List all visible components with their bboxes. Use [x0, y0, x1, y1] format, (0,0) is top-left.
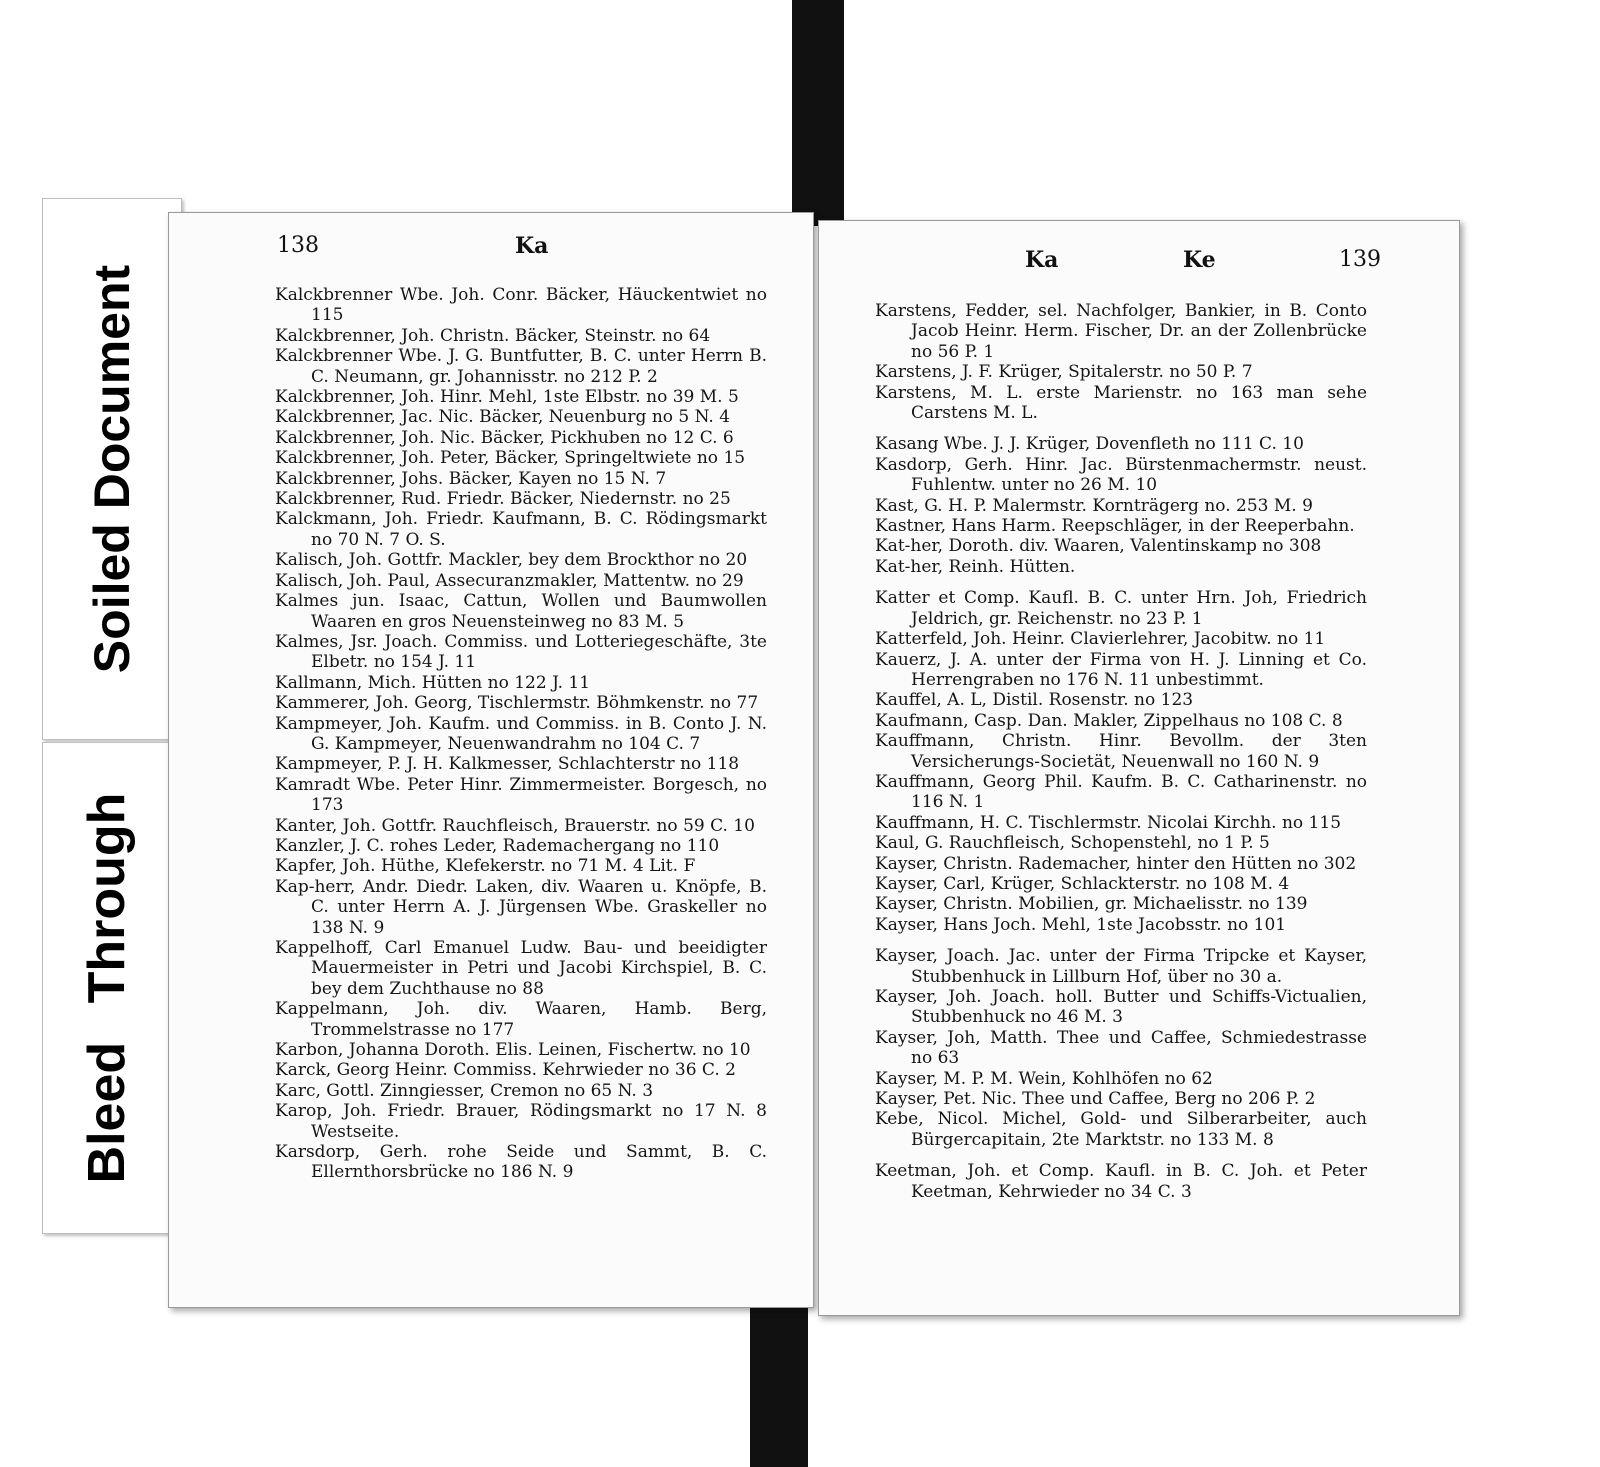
directory-entry: Kasdorp, Gerh. Hinr. Jac. Bürstenmachermstr. neust. Fuhlentw. unter no 26 M. 10 — [875, 454, 1367, 496]
directory-entry: Kat-her, Doroth. div. Waaren, Valentinskamp no 308 — [875, 536, 1322, 557]
book-spine-top — [792, 0, 844, 226]
directory-entry: Kast, G. H. P. Malermstr. Kornträgerg no. 253 M. 9 — [875, 495, 1313, 516]
right-page-header-right: Ke — [1183, 247, 1216, 273]
directory-entry: Kayser, Joh. Joach. holl. Butter und Schiffs-Victualien, Stubbenhuck no 46 M. 3 — [875, 987, 1367, 1028]
directory-entry: Kalckbrenner, Joh. Christn. Bäcker, Steinstr. no 64 — [275, 325, 711, 346]
directory-entry: Kammerer, Joh. Georg, Tischlermstr. Böhmkenstr. no 77 — [275, 693, 759, 714]
directory-entry: Kauffmann, Georg Phil. Kaufm. B. C. Catharinenstr. no 116 N. 1 — [875, 771, 1367, 813]
directory-entry: Kalckbrenner, Rud. Friedr. Bäcker, Niedernstr. no 25 — [275, 489, 731, 510]
directory-entry: Kappelmann, Joh. div. Waaren, Hamb. Berg, Trommelstrasse no 177 — [275, 999, 767, 1040]
directory-entry: Kalckmann, Joh. Friedr. Kaufmann, B. C. Rödingsmarkt no 70 N. 7 O. S. — [275, 509, 767, 550]
directory-entry: Kalckbrenner, Joh. Peter, Bäcker, Springeltwiete no 15 — [275, 448, 746, 469]
directory-entry: Karstens, J. F. Krüger, Spitalerstr. no 50 P. 7 — [875, 362, 1253, 383]
directory-entry: Kalckbrenner, Joh. Nic. Bäcker, Pickhuben no 12 C. 6 — [275, 427, 734, 448]
directory-entry: Karop, Joh. Friedr. Brauer, Rödingsmarkt no 17 N. 8 Westseite. — [275, 1101, 767, 1142]
directory-entry: Kasang Wbe. J. J. Krüger, Dovenfleth no 111 C. 10 — [875, 434, 1304, 455]
directory-entry: Karc, Gottl. Zinngiesser, Cremon no 65 N. 3 — [275, 1080, 654, 1101]
directory-entry: Kayser, Hans Joch. Mehl, 1ste Jacobsstr. no 101 — [875, 914, 1287, 935]
directory-entry: Kap-herr, Andr. Diedr. Laken, div. Waaren u. Knöpfe, B. C. unter Herrn A. J. Jürgensen Wbe. Graskeller no 138 N. 9 — [275, 876, 767, 938]
directory-entry: Katterfeld, Joh. Heinr. Clavierlehrer, Jacobitw. no 11 — [875, 629, 1326, 650]
directory-entry: Karstens, Fedder, sel. Nachfolger, Bankier, in B. Conto Jacob Heinr. Herm. Fischer, Dr. an der Zollenbrücke no 56 P. 1 — [875, 301, 1367, 362]
right-page-number: 139 — [1339, 247, 1381, 272]
soiled-document-label: Soiled Document — [84, 264, 140, 674]
directory-entry: Kayser, Pet. Nic. Thee und Caffee, Berg no 206 P. 2 — [875, 1089, 1316, 1110]
directory-entry: Kat-her, Reinh. Hütten. — [875, 556, 1076, 577]
bleed-through-label: Bleed Through — [78, 792, 136, 1184]
directory-entry: Kalckbrenner Wbe. Joh. Conr. Bäcker, Häuckentwiet no 115 — [275, 285, 767, 326]
soiled-document-tab — [42, 198, 182, 740]
directory-entry: Kamradt Wbe. Peter Hinr. Zimmermeister. Borgesch, no 173 — [275, 774, 767, 816]
left-page — [168, 212, 814, 1308]
book-spine-bottom — [750, 1300, 808, 1467]
directory-entry: Kayser, Christn. Rademacher, hinter den Hütten no 302 — [875, 853, 1357, 874]
directory-entry: Kayser, Christn. Mobilien, gr. Michaelisstr. no 139 — [875, 894, 1308, 915]
directory-entry: Kanter, Joh. Gottfr. Rauchfleisch, Brauerstr. no 59 C. 10 — [275, 815, 755, 836]
directory-entry: Kallmann, Mich. Hütten no 122 J. 11 — [275, 672, 591, 693]
directory-entry: Kalckbrenner Wbe. J. G. Buntfutter, B. C. unter Herrn B. C. Neumann, gr. Johannisstr. no 212 P. 2 — [275, 346, 767, 387]
right-entries-list — [875, 301, 1367, 1202]
directory-entry: Karsdorp, Gerh. rohe Seide und Sammt, B. C. Ellernthorsbrücke no 186 N. 9 — [275, 1142, 767, 1183]
left-entries-list — [275, 285, 767, 1183]
directory-entry: Kauerz, J. A. unter der Firma von H. J. Linning et Co. Herrengraben no 176 N. 11 unbestimmt. — [875, 649, 1367, 690]
directory-entry: Kampmeyer, Joh. Kaufm. und Commiss. in B. Conto J. N. G. Kampmeyer, Neuenwandrahm no 104 C. 7 — [275, 713, 767, 754]
directory-entry: Kapfer, Joh. Hüthe, Klefekerstr. no 71 M. 4 Lit. F — [275, 856, 696, 877]
directory-entry: Kalckbrenner, Jac. Nic. Bäcker, Neuenburg no 5 N. 4 — [275, 407, 731, 428]
directory-entry: Karbon, Johanna Doroth. Elis. Leinen, Fischertw. no 10 — [275, 1040, 751, 1061]
directory-entry: Kalisch, Joh. Paul, Assecuranzmakler, Mattentw. no 29 — [275, 570, 744, 591]
left-page-number: 138 — [277, 233, 319, 258]
directory-entry: Karck, Georg Heinr. Commiss. Kehrwieder no 36 C. 2 — [275, 1060, 736, 1081]
left-page-header: Ka — [515, 233, 549, 259]
directory-entry: Kalckbrenner, Joh. Hinr. Mehl, 1ste Elbstr. no 39 M. 5 — [275, 387, 739, 408]
directory-entry: Kebe, Nicol. Michel, Gold- und Silberarbeiter, auch Bürgercapitain, 2te Marktstr. no 133 M. 8 — [875, 1109, 1367, 1150]
directory-entry: Kalmes jun. Isaac, Cattun, Wollen und Baumwollen Waaren en gros Neuensteinweg no 83 M. 5 — [275, 591, 767, 632]
right-page-header-left: Ka — [1025, 247, 1059, 273]
directory-entry: Kauffmann, H. C. Tischlermstr. Nicolai Kirchh. no 115 — [875, 812, 1342, 833]
directory-entry: Kampmeyer, P. J. H. Kalkmesser, Schlachterstr no 118 — [275, 754, 740, 775]
directory-entry: Kaufmann, Casp. Dan. Makler, Zippelhaus no 108 C. 8 — [875, 710, 1343, 731]
directory-entry: Karstens, M. L. erste Marienstr. no 163 man sehe Carstens M. L. — [875, 382, 1367, 424]
directory-entry: Kalckbrenner, Johs. Bäcker, Kayen no 15 N. 7 — [275, 468, 667, 489]
bleed-through-tab — [42, 742, 172, 1234]
directory-entry: Kayser, Joach. Jac. unter der Firma Tripcke et Kayser, Stubbenhuck in Lillburn Hof, über no 30 a. — [875, 946, 1367, 987]
directory-entry: Kauffmann, Christn. Hinr. Bevollm. der 3ten Versicherungs-Societät, Neuenwall no 160 N. 9 — [875, 731, 1367, 772]
directory-entry: Kalmes, Jsr. Joach. Commiss. und Lotteriegeschäfte, 3te Elbetr. no 154 J. 11 — [275, 631, 767, 673]
directory-entry: Keetman, Joh. et Comp. Kaufl. in B. C. Joh. et Peter Keetman, Kehrwieder no 34 C. 3 — [875, 1161, 1367, 1202]
directory-entry: Kastner, Hans Harm. Reepschläger, in der Reeperbahn. — [875, 516, 1355, 537]
right-page — [818, 220, 1460, 1316]
directory-entry: Kalisch, Joh. Gottfr. Mackler, bey dem Brockthor no 20 — [275, 550, 748, 571]
directory-entry: Kayser, M. P. M. Wein, Kohlhöfen no 62 — [875, 1068, 1213, 1089]
directory-entry: Kayser, Joh, Matth. Thee und Caffee, Schmiedestrasse no 63 — [875, 1027, 1367, 1069]
directory-entry: Kauffel, A. L, Distil. Rosenstr. no 123 — [875, 690, 1194, 711]
directory-entry: Kaul, G. Rauchfleisch, Schopenstehl, no 1 P. 5 — [875, 833, 1270, 854]
directory-entry: Kanzler, J. C. rohes Leder, Rademachergang no 110 — [275, 835, 720, 856]
directory-entry: Kayser, Carl, Krüger, Schlackterstr. no 108 M. 4 — [875, 873, 1290, 894]
directory-entry: Kappelhoff, Carl Emanuel Ludw. Bau- und beeidigter Mauermeister in Petri und Jacobi Kirchspiel, B. C. bey dem Zuchthause no 88 — [275, 938, 767, 999]
directory-entry: Katter et Comp. Kaufl. B. C. unter Hrn. Joh, Friedrich Jeldrich, gr. Reichenstr. no 23 P. 1 — [875, 588, 1367, 629]
